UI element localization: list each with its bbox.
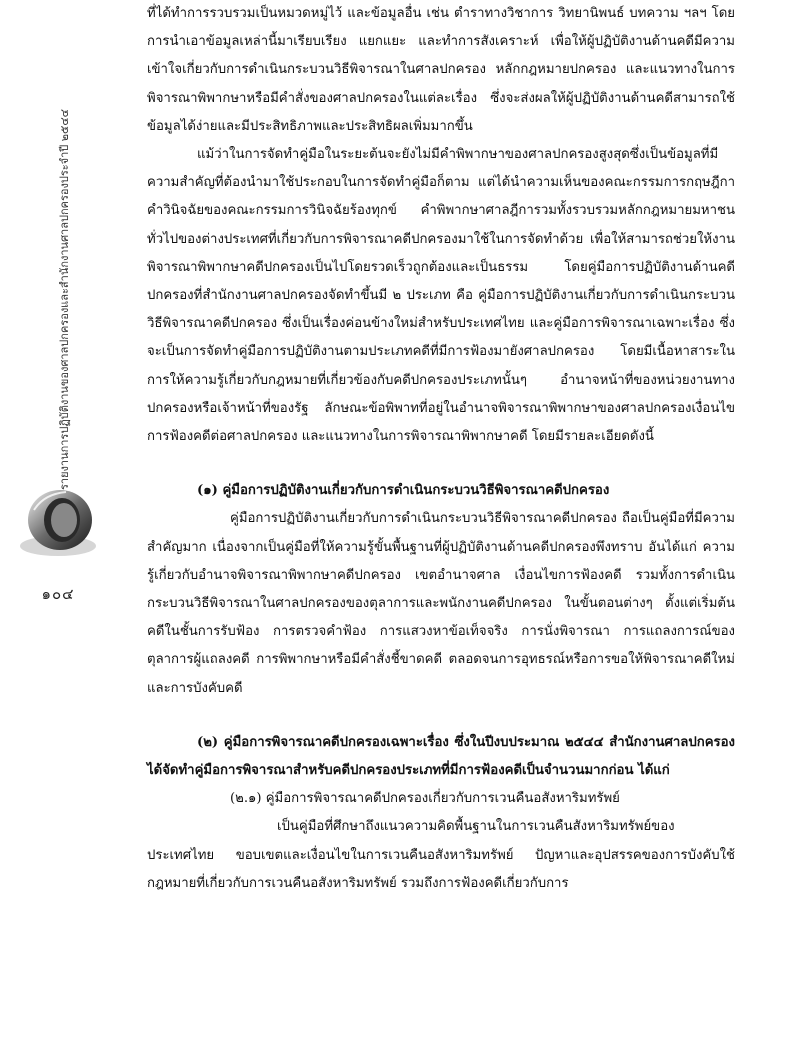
page-number: ๑๐๔ [41, 585, 75, 603]
emblem-ring-image [14, 484, 98, 564]
section-heading-2: (๒) คู่มือการพิจารณาคดีปกครองเฉพาะเรื่อง ซึ่งในปีงบประมาณ ๒๕๔๔ สำนักงานศาลปกครองได้จัดทำคู่มือการพิจารณาสำหรับคดีปกครองประเภทที่มีการฟ้องคดีเป็นจำนวนมากก่อน ได้แก่ [147, 734, 735, 779]
side-caption: รายงานการปฏิบัติงานของศาลปกครองและสำนักงานศาลปกครองประจำปี ๒๕๔๔ [58, 109, 71, 490]
section-heading-1: (๑) คู่มือการปฏิบัติงานเกี่ยวกับการดำเนินกระบวนวิธีพิจารณาคดีปกครอง [197, 483, 610, 499]
paragraph-1: ที่ได้ทำการรวบรวมเป็นหมวดหมู่ไว้ และข้อมูลอื่น เช่น ตำราทางวิชาการ วิทยานิพนธ์ บทความ ฯลฯ โดยการนำเอาข้อมูลเหล่านี้มาเรียบเรียง แยกแยะ และทำการสังเคราะห์ เพื่อให้ผู้ปฏิบัติงานด้านคดีมีความเข้าใจเกี่ยวกับการดำเนินกระบวนวิธีพิจารณาในศาลปกครอง หลักกฎหมายปกครอง และแนวทางในการพิจารณาพิพากษาหรือมีคำสั่งของศาลปกครองในแต่ละเรื่อง ซึ่งจะส่งผลให้ผู้ปฏิบัติงานด้านคดีสามารถใช้ข้อมูลได้ง่ายและมีประสิทธิภาพและประสิทธิผลเพิ่มมากขึ้น [147, 6, 735, 134]
paragraph-4: เป็นคู่มือที่ศึกษาถึงแนวความคิดพื้นฐานในการเวนคืนสังหาริมทรัพย์ของประเทศไทย ขอบเขตและเงื่อนไขในการเวนคืนอสังหาริมทรัพย์ ปัญหาและอุปสรรคของการบังคับใช้กฎหมายที่เกี่ยวกับการเวนคืนอสังหาริมทรัพย์ รวมถึงการฟ้องคดีเกี่ยวกับการ [147, 819, 735, 891]
paragraph-2: แม้ว่าในการจัดทำคู่มือในระยะต้นจะยังไม่มีคำพิพากษาของศาลปกครองสูงสุดซึ่งเป็นข้อมูลที่มีความสำคัญที่ต้องนำมาใช้ประกอบในการจัดทำคู่มือก็ตาม แต่ได้นำความเห็นของคณะกรรมการกฤษฎีกา คำวินิจฉัยของคณะกรรมการวินิจฉัยร้องทุกข์ คำพิพากษาศาลฎีการวมทั้งรวบรวมหลักกฎหมายมหาชนทั่วไปของต่างประเทศที่เกี่ยวกับการพิจารณาคดีปกครองมาใช้ในการจัดทำด้วย เพื่อให้สามารถช่วยให้งานพิจารณาพิพากษาคดีปกครองเป็นไปโดยรวดเร็วถูกต้องและเป็นธรรม โดยคู่มือการปฏิบัติงานด้านคดีปกครองที่สำนักงานศาลปกครองจัดทำขึ้นมี ๒ ประเภท คือ คู่มือการปฏิบัติงานเกี่ยวกับการดำเนินกระบวนวิธีพิจารณาคดีปกครอง ซึ่งเป็นเรื่องค่อนข้างใหม่สำหรับประเทศไทย และคู่มือการพิจารณาเฉพาะเรื่อง ซึ่งจะเป็นการจัดทำคู่มือการปฏิบัติงานตามประเภทคดีที่มีการฟ้องมายังศาลปกครอง โดยมีเนื้อหาสาระในการให้ความรู้เกี่ยวกับกฎหมายที่เกี่ยวข้องกับคดีปกครองประเภทนั้นๆ อำนาจหน้าที่ของหน่วยงานทางปกครองหรือเจ้าหน้าที่ของรัฐ ลักษณะข้อพิพาทที่อยู่ในอำนาจพิจารณาพิพากษาของศาลปกครองเงื่อนไขการฟ้องคดีต่อศาลปกครอง และแนวทางในการพิจารณาพิพากษาคดี โดยมีรายละเอียดดังนี้ [147, 147, 735, 445]
subsection-heading-2-1: (๒.๑) คู่มือการพิจารณาคดีปกครองเกี่ยวกับการเวนคืนอสังหาริมทรัพย์ [230, 791, 620, 807]
paragraph-3: คู่มือการปฏิบัติงานเกี่ยวกับการดำเนินกระบวนวิธีพิจารณาคดีปกครอง ถือเป็นคู่มือที่มีความสำคัญมาก เนื่องจากเป็นคู่มือที่ให้ความรู้ขั้นพื้นฐานที่ผู้ปฏิบัติงานด้านคดีปกครองพึงทราบ อันได้แก่ ความรู้เกี่ยวกับอำนาจพิจารณาพิพากษาคดีปกครอง เขตอำนาจศาล เงื่อนไขการฟ้องคดี รวมทั้งการดำเนินกระบวนวิธีพิจารณาในศาลปกครองของตุลาการและพนักงานคดีปกครอง ในขั้นตอนต่างๆ ตั้งแต่เริ่มต้นคดีในชั้นการรับฟ้อง การตรวจคำฟ้อง การแสวงหาข้อเท็จจริง การนั่งพิจารณา การแถลงการณ์ของตุลาการผู้แถลงคดี การพิพากษาหรือมีคำสั่งชี้ขาดคดี ตลอดจนการอุทธรณ์หรือการขอให้พิจารณาคดีใหม่และการบังคับคดี [147, 511, 735, 696]
document-body [147, 0, 735, 898]
